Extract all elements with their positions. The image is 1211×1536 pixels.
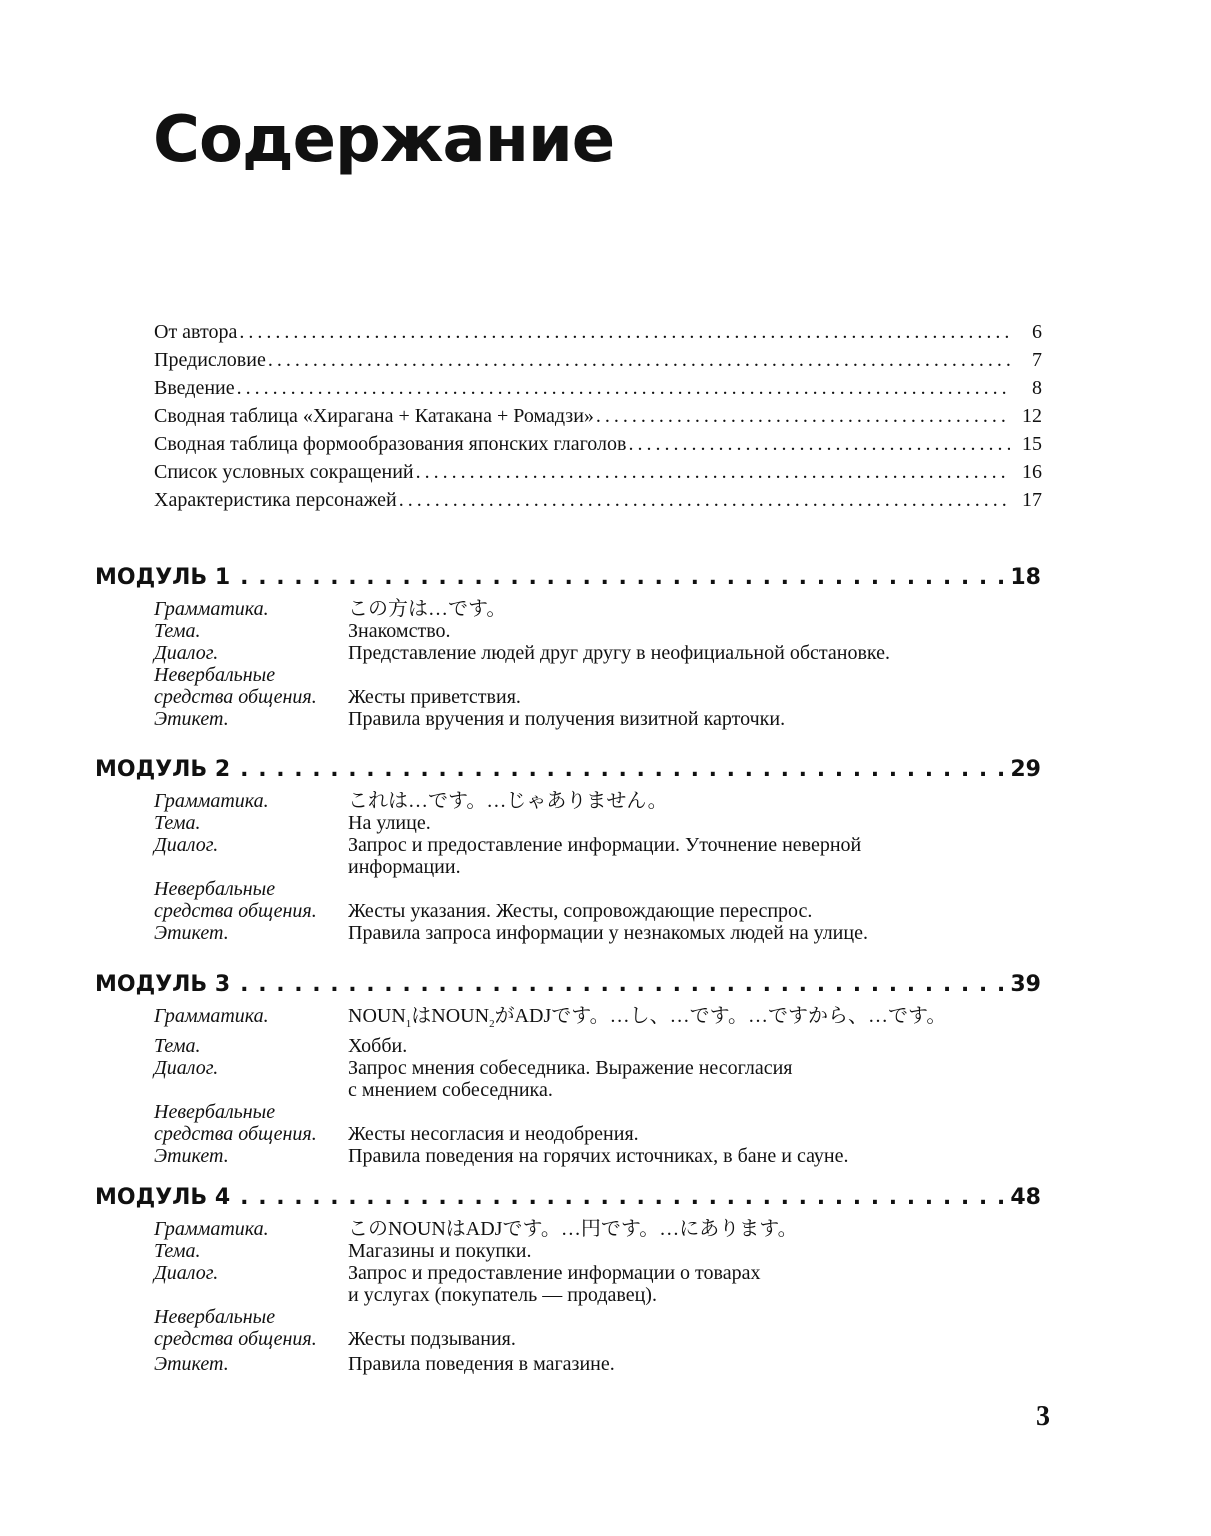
dialog-value: Запрос и предоставление информации. Уточнение неверной [348, 834, 862, 856]
nonverbal-label: средства общения. [154, 900, 317, 922]
module-page: 39 [1010, 972, 1041, 997]
etiquette-label: Этикет. [154, 708, 229, 730]
nonverbal-label: средства общения. [154, 1328, 317, 1350]
nonverbal-value: Жесты указания. Жесты, сопровождающие переспрос. [348, 900, 813, 922]
etiquette-value: Правила поведения на горячих источниках, в бане и сауне. [348, 1145, 849, 1167]
topic-label: Тема. [154, 1240, 201, 1262]
topic-label: Тема. [154, 812, 201, 834]
module-title: МОДУЛЬ 2 [95, 757, 231, 782]
grammar-value: $NOUN_1$は$NOUN_2$がADJです。…し、…です。…ですから、…です。 [348, 1005, 947, 1030]
etiquette-value: Правила запроса информации у незнакомых людей на улице. [348, 922, 868, 944]
dot-leader [416, 458, 1010, 486]
toc-entry[interactable] [154, 402, 1042, 430]
module-page: 29 [1010, 757, 1041, 782]
module-2-section [95, 754, 1041, 944]
dialog-value: Представление людей друг другу в неофициальной обстановке. [348, 642, 890, 664]
nonverbal-value: Жесты приветствия. [348, 686, 521, 708]
dialog-label: Диалог. [154, 1262, 219, 1284]
nonverbal-label: средства общения. [154, 686, 317, 708]
module-1-section [95, 562, 1041, 730]
module-4-section [95, 1182, 1041, 1375]
dot-leader [596, 402, 1010, 430]
dialog-value: Запрос и предоставление информации о товарах [348, 1262, 761, 1284]
toc-entry-label: Характеристика персонажей [154, 489, 397, 511]
etiquette-label: Этикет. [154, 1353, 229, 1375]
page-title: Содержание [153, 103, 615, 177]
module-page: 48 [1010, 1185, 1041, 1210]
module-3-section [95, 969, 1041, 1167]
nonverbal-value: Жесты несогласия и неодобрения. [348, 1123, 639, 1145]
module-heading[interactable] [95, 754, 1041, 786]
toc-entry[interactable] [154, 346, 1042, 374]
grammar-value: これは…です。…じゃありません。 [348, 790, 668, 812]
dot-leader [399, 486, 1010, 514]
dot-leader [239, 318, 1010, 346]
grammar-value: このNOUNはADJです。…円です。…にあります。 [348, 1218, 798, 1240]
etiquette-label: Этикет. [154, 1145, 229, 1167]
module-heading[interactable] [95, 1182, 1041, 1214]
dot-leader [628, 430, 1010, 458]
module-title: МОДУЛЬ 3 [95, 972, 231, 997]
topic-value: Магазины и покупки. [348, 1240, 532, 1262]
toc-entry[interactable] [154, 318, 1042, 346]
etiquette-label: Этикет. [154, 922, 229, 944]
toc-entry-page: 16 [1022, 461, 1042, 483]
toc-entry[interactable] [154, 458, 1042, 486]
dialog-value-continued: и услугах (покупатель — продавец). [348, 1284, 657, 1306]
dot-leader [237, 374, 1010, 402]
toc-entry-label: От автора [154, 321, 238, 343]
page-number: 3 [1036, 1401, 1050, 1432]
toc-entry-label: Список условных сокращений [154, 461, 414, 483]
dot-leader [268, 346, 1010, 374]
etiquette-value: Правила вручения и получения визитной карточки. [348, 708, 786, 730]
module-title: МОДУЛЬ 1 [95, 565, 231, 590]
toc-entry[interactable] [154, 374, 1042, 402]
toc-entry-page: 8 [1032, 377, 1042, 399]
grammar-label: Грамматика. [154, 1218, 269, 1240]
toc-entry[interactable] [154, 430, 1042, 458]
dialog-label: Диалог. [154, 834, 219, 856]
front-matter-list [154, 318, 1042, 514]
dialog-label: Диалог. [154, 1057, 219, 1079]
dialog-label: Диалог. [154, 642, 219, 664]
dot-leader [240, 1182, 1006, 1214]
topic-label: Тема. [154, 1035, 201, 1057]
toc-entry-label: Сводная таблица формообразования японских глаголов [154, 433, 627, 455]
dialog-value-continued: информации. [348, 856, 461, 878]
grammar-label: Грамматика. [154, 1005, 269, 1027]
toc-entry-page: 12 [1022, 405, 1042, 427]
toc-entry-page: 15 [1022, 433, 1042, 455]
toc-entry-page: 7 [1032, 349, 1042, 371]
module-heading[interactable] [95, 969, 1041, 1001]
nonverbal-label: Невербальные [154, 1306, 276, 1328]
dialog-value-continued: с мнением собеседника. [348, 1079, 553, 1101]
topic-value: Хобби. [348, 1035, 408, 1057]
module-title: МОДУЛЬ 4 [95, 1185, 231, 1210]
nonverbal-label: Невербальные [154, 664, 276, 686]
toc-entry-label: Введение [154, 377, 235, 399]
nonverbal-label: Невербальные [154, 878, 276, 900]
dot-leader [240, 754, 1006, 786]
toc-entry-page: 6 [1032, 321, 1042, 343]
topic-value: На улице. [348, 812, 431, 834]
dot-leader [240, 562, 1006, 594]
grammar-label: Грамматика. [154, 790, 269, 812]
module-page: 18 [1010, 565, 1041, 590]
nonverbal-value: Жесты подзывания. [348, 1328, 516, 1350]
toc-entry-label: Предисловие [154, 349, 266, 371]
etiquette-value: Правила поведения в магазине. [348, 1353, 615, 1375]
nonverbal-label: Невербальные [154, 1101, 276, 1123]
dot-leader [240, 969, 1006, 1001]
grammar-label: Грамматика. [154, 598, 269, 620]
topic-label: Тема. [154, 620, 201, 642]
toc-entry-label: Сводная таблица «Хирагана + Катакана + Ромадзи» [154, 405, 594, 427]
topic-value: Знакомство. [348, 620, 451, 642]
toc-entry[interactable] [154, 486, 1042, 514]
nonverbal-label: средства общения. [154, 1123, 317, 1145]
grammar-value: この方は…です。 [348, 598, 507, 620]
dialog-value: Запрос мнения собеседника. Выражение несогласия [348, 1057, 793, 1079]
module-heading[interactable] [95, 562, 1041, 594]
toc-entry-page: 17 [1022, 489, 1042, 511]
